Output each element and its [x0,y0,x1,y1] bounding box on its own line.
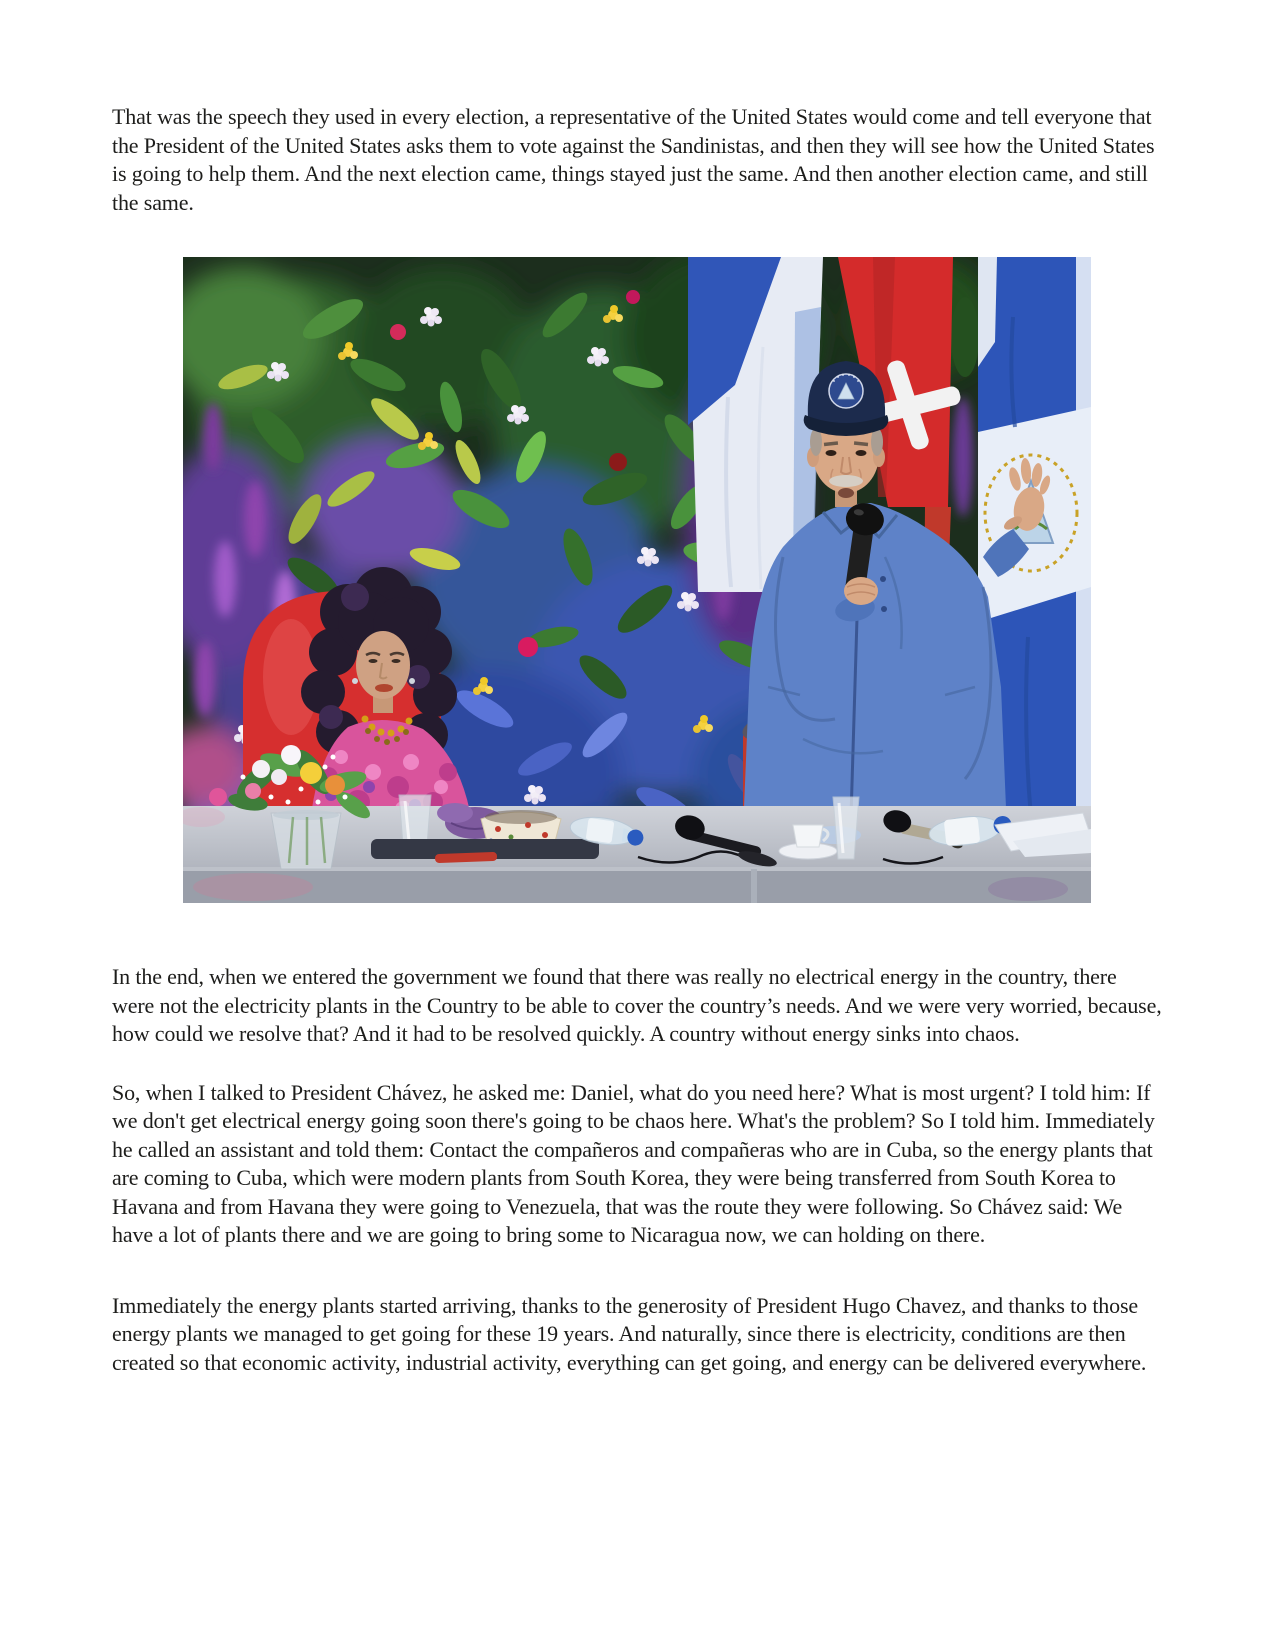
paragraph-2: In the end, when we entered the government we found that there was really no electrical energy in the country, there were not the electricity plants in the Country to be able to cover the country’s needs. And we were very worried, because, how could we resolve that? And it had to be resolved quickly. A country without energy sinks into chaos. [112,964,1162,1046]
paragraph-4: Immediately the energy plants started arriving, thanks to the generosity of President Hugo Chavez, and thanks to those energy plants we managed to get going for these 19 years. And naturally, since there is electricity, conditions are then created so that economic activity, industrial activity, everything can get going, and energy can be delivered everywhere. [112,1292,1147,1375]
cap-emblem [829,374,863,408]
paragraph-3: So, when I talked to President Chávez, he asked me: Daniel, what do you need here? What is most urgent? I told him: If we don't get electrical energy going soon there's going to be chaos here. What's the problem? So I told him. Immediately he called an assistant and told them: Contact the compañeros and compañeras who are in Cuba, so the energy plants that are coming to Cuba, which were modern plants from South Korea, they were being transferred from South Korea to Havana and from Havana they were going to Venezuela, that was the route they were following. So Chávez said: We have a lot of plants there and we are going to bring some to Nicaragua now, we can holding on there. [112,1079,1155,1247]
photo-illustration [183,257,1091,903]
water-glass-right [833,797,859,859]
glass-vase [271,810,341,869]
press-conference-photo [183,257,1091,903]
paragraph-1: That was the speech they used in every election, a representative of the United States would come and tell everyone that the President of the United States asks them to vote against the Sandinistas, and then they will see how the United States is going to help them. And the next election came, things stayed just the same. And then another election came, and still the same. [112,104,1155,215]
